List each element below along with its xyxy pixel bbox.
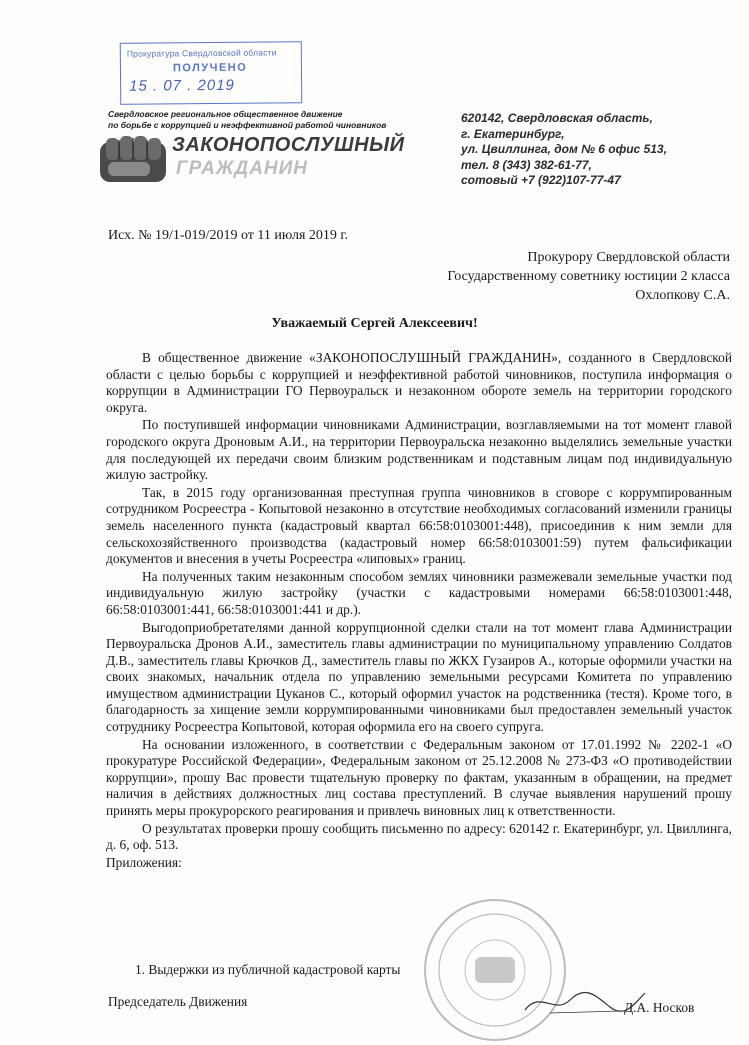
org-seal-icon bbox=[420, 895, 570, 1045]
attachments-title: Приложения: bbox=[106, 854, 182, 870]
paragraph: О результатах проверки прошу сообщить письменно по адресу: 620142 г. Екатеринбург, ул. Цвиллинга, д. 6, оф. 513. bbox=[106, 820, 732, 853]
stamp-received: ПОЛУЧЕНО bbox=[172, 61, 248, 75]
paragraph: Так, в 2015 году организованная преступная группа чиновников в сговоре с коррумпированным сотрудником Росреестра - Копытовой незаконно в отсутствие необходимых согласований изменили границы земель населенного пункта (кадастровый квартал 66:58:0103001:448), присоединив к ним земли для сельскохозяйственного производства (кадастровый номер 66:58:0103001:59) путем фальсификации документов и внесения в учеты Росреестра «липовых» границ. bbox=[106, 484, 732, 567]
logo-title: ЗАКОНОПОСЛУШНЫЙ bbox=[172, 134, 405, 156]
org-logo bbox=[98, 132, 413, 190]
outgoing-number: Исх. № 19/1-019/2019 от 11 июля 2019 г. bbox=[108, 228, 349, 243]
salutation: Уважаемый Сергей Алексеевич! bbox=[271, 316, 478, 331]
org-description-line: Свердловское региональное общественное движение bbox=[108, 109, 343, 119]
paragraph: На основании изложенного, в соответствии с Федеральным законом от 17.01.1992 № 2202-1 «О прокуратуре Российской Федерации», Федеральным законом от 25.12.2008 № 273-ФЗ «О противодействии коррупции», прошу Вас провести тщательную проверку по фактам, указанным в обращении, на предмет наличия в действиях должностных лиц состава преступлений. В случае выявления нарушений прошу принять меры прокурорского реагирования и привлечь виновных лиц к ответственности. bbox=[106, 736, 732, 819]
paragraph: По поступившей информации чиновниками Администрации, возглавляемыми на тот момент главой городского округа Дроновым А.И., на территории Первоуральска незаконно выделялись земельные участки для последующей их передачи своим близким родственникам и подставным лицам под индивидуальную жилую застройку. bbox=[106, 417, 732, 483]
attachment-item: 1. Выдержки из публичной кадастровой карты bbox=[135, 962, 401, 977]
org-description-line: по борьбе с коррупцией и неэффективной работой чиновников bbox=[108, 120, 387, 130]
paragraph: В общественное движение «ЗАКОНОПОСЛУШНЫЙ ГРАЖДАНИН», созданного в Свердловской области с целью борьбы с коррупцией и неэффективной работой чиновников, поступила информация о коррупции в Администрации ГО Первоуральск и незаконном обороте земель на территории городского округа. bbox=[106, 350, 732, 415]
recipient-block bbox=[420, 248, 730, 305]
logo-subtitle: ГРАЖДАНИН bbox=[176, 158, 309, 179]
letter-body bbox=[106, 350, 732, 872]
recipient-line: Прокурору Свердловской области bbox=[527, 250, 730, 265]
org-address bbox=[461, 111, 731, 189]
fist-logo-icon bbox=[98, 132, 168, 188]
org-description bbox=[108, 109, 408, 131]
address-line: 620142, Свердловская область, bbox=[461, 111, 653, 125]
recipient-line: Охлопкову С.А. bbox=[635, 288, 730, 303]
signature-position: Председатель Движения bbox=[108, 994, 248, 1009]
received-stamp bbox=[120, 41, 303, 105]
paragraph: На полученных таким незаконным способом землях чиновники размежевали земельные участки под индивидуальную жилую застройку (участки с кадастровыми номерами 66:58:0103001:448, 66:58:0103001:441, 66:58:0103001:441 и др.). bbox=[106, 568, 732, 617]
address-line: ул. Цвиллинга, дом № 6 офис 513, bbox=[461, 142, 667, 156]
address-line: тел. 8 (343) 382-61-77, bbox=[461, 157, 592, 172]
signatory-name: Д.А. Носков bbox=[624, 1000, 695, 1015]
recipient-line: Государственному советнику юстиции 2 класса bbox=[447, 269, 730, 284]
stamp-date: 15 . 07 . 2019 bbox=[129, 76, 235, 95]
stamp-org: Прокуратура Свердловской области bbox=[126, 47, 277, 59]
address-line: сотовый +7 (922)107-77-47 bbox=[461, 173, 621, 187]
address-line: г. Екатеринбург, bbox=[461, 126, 565, 141]
attachments-list bbox=[135, 962, 400, 978]
paragraph: Выгодоприобретателями данной коррупционной сделки стали на тот момент глава Администрации Первоуральска Дронов А.И., заместитель главы администрации по муниципальному управлению Солдатов Д.В., заместитель главы Крючков Д., заместитель главы по ЖКХ Гузаиров А., которые оформили участки на своих знакомых, начальник отдела по управлению земельными ресурсами Комитета по управлению имуществом администрации Цуканов С., который оформил участок на родственника (тестя). Кроме того, в благодарность за хищение земли коррумпированными чиновниками был предоставлен земельный участок сотруднику Росреестра Копытовой, которая оформила его на своего супруга. bbox=[106, 619, 732, 735]
